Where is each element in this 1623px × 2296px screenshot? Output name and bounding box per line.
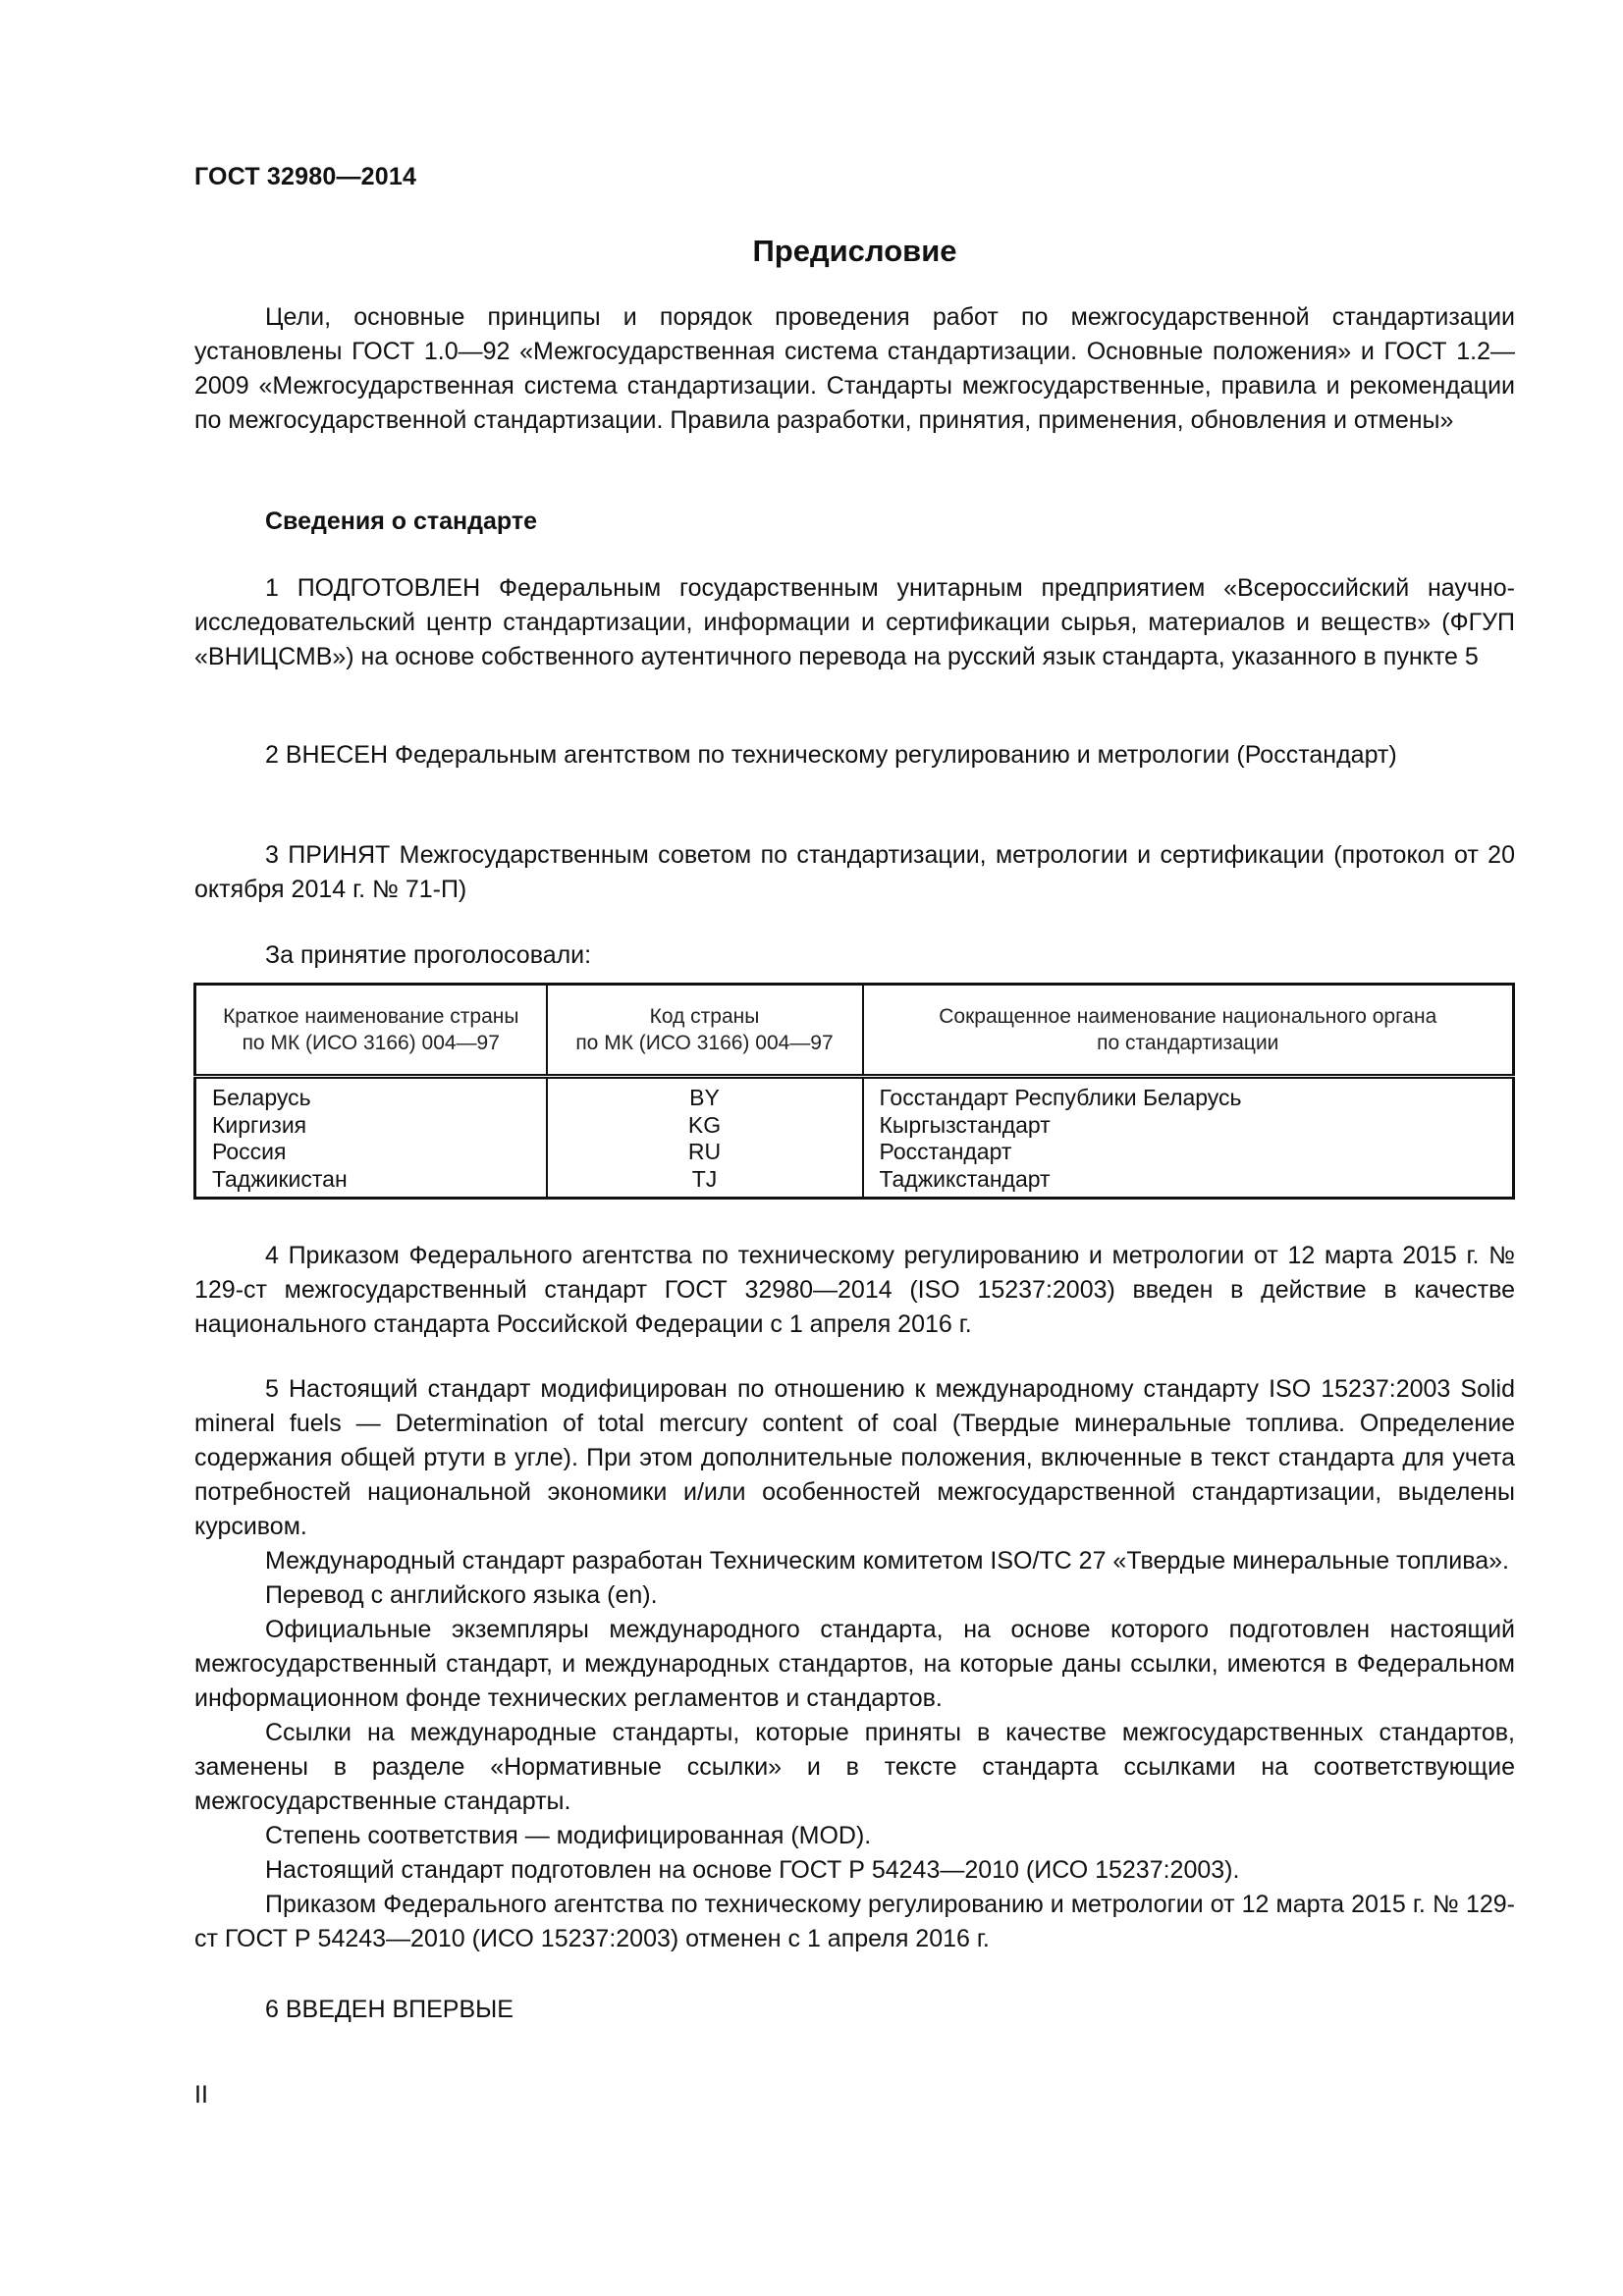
country-code: RU bbox=[687, 1139, 722, 1164]
item-5-translation: Перевод с английского языка (en). bbox=[265, 1581, 658, 1609]
header-line: по МК (ИСО 3166) 004—97 bbox=[575, 1032, 834, 1054]
item-3-text: 3 ПРИНЯТ Межгосударственным советом по стандартизации, метрологии и сертификации (протокол от 20 октября 2014 г. № 71-П) bbox=[194, 841, 1515, 903]
standards-body: Росстандарт bbox=[879, 1139, 1012, 1164]
standards-body: Таджикстандарт bbox=[879, 1165, 1051, 1192]
code-cell bbox=[547, 1077, 863, 1199]
header-line: Краткое наименование страны bbox=[223, 1005, 519, 1028]
country-code: BY bbox=[689, 1085, 720, 1110]
page-number: II bbox=[194, 2081, 208, 2109]
country-code: TJ bbox=[691, 1165, 718, 1192]
voted-label: За принятие проголосовали: bbox=[265, 941, 592, 969]
item-4 bbox=[194, 1239, 1515, 1342]
item-1-text: 1 ПОДГОТОВЛЕН Федеральным государственным унитарным предприятием «Всероссийский научно-исследовательский центр стандартизации, информации и сертификации сырья, материалов и веществ» (ФГУП «ВНИЦСМВ») на основе собственного аутентичного перевода на русский язык стандарта, указанного в пункте 5 bbox=[194, 574, 1515, 670]
standards-body: Кыргызстандарт bbox=[879, 1111, 1051, 1138]
country-code: KG bbox=[687, 1111, 722, 1138]
item-5-text: 5 Настоящий стандарт модифицирован по отношению к международному стандарту ISO 15237:2003 Solid mineral fuels — Determination of total mercury content of coal (Твердые минеральные топлива. Определение содержания общей ртути в угле). При этом дополнительные положения, включенные в текст стандарта для учета потребностей национальной экономики и/или особенностей межгосударственной стандартизации, выделены курсивом. bbox=[194, 1375, 1515, 1540]
item-2 bbox=[194, 738, 1515, 773]
country-cell bbox=[195, 1077, 547, 1199]
column-header-country bbox=[195, 985, 547, 1077]
section-heading: Сведения о стандарте bbox=[265, 507, 538, 535]
country-name: Киргизия bbox=[212, 1111, 307, 1138]
document-id: ГОСТ 32980—2014 bbox=[194, 163, 417, 190]
voted-label-block bbox=[194, 938, 1515, 973]
header-line: Сокращенное наименование национального органа bbox=[939, 1005, 1437, 1028]
intro-paragraph bbox=[194, 300, 1515, 438]
table-header-row bbox=[195, 985, 1514, 1077]
item-6-text: 6 ВВЕДЕН ВПЕРВЫЕ bbox=[265, 1996, 514, 2023]
column-header-code bbox=[547, 985, 863, 1077]
table-row bbox=[195, 1077, 1514, 1199]
item-5-cancel: Приказом Федерального агентства по техническому регулированию и метрологии от 12 марта 2015 г. № 129-ст ГОСТ Р 54243—2010 (ИСО 15237:2003) отменен с 1 апреля 2016 г. bbox=[194, 1891, 1515, 1952]
item-5-official: Официальные экземпляры международного стандарта, на основе которого подготовлен настоящий межгосударственный стандарт, и международных стандартов, на которые даны ссылки, имеются в Федеральном информационном фонде технических регламентов и стандартов. bbox=[194, 1616, 1515, 1712]
info-heading-block bbox=[194, 505, 1515, 539]
body-cell bbox=[863, 1077, 1514, 1199]
item-5 bbox=[194, 1372, 1515, 1956]
item-5-degree: Степень соответствия — модифицированная (MOD). bbox=[265, 1822, 872, 1849]
item-6 bbox=[194, 1993, 1515, 2027]
item-2-text: 2 ВНЕСЕН Федеральным агентством по техническому регулированию и метрологии (Росстандарт) bbox=[265, 741, 1397, 769]
standards-body: Госстандарт Республики Беларусь bbox=[879, 1085, 1242, 1110]
country-name: Беларусь bbox=[212, 1085, 311, 1110]
header-line: по стандартизации bbox=[1097, 1032, 1279, 1054]
item-5-tc: Международный стандарт разработан Техническим комитетом ISO/TC 27 «Твердые минеральные топлива». bbox=[265, 1547, 1509, 1575]
item-1 bbox=[194, 571, 1515, 674]
page-title: Предисловие bbox=[752, 234, 957, 268]
item-4-text: 4 Приказом Федерального агентства по техническому регулированию и метрологии от 12 марта 2015 г. № 129-ст межгосударственный стандарт ГОСТ 32980—2014 (ISO 15237:2003) введен в действие в качестве национального стандарта Российской Федерации с 1 апреля 2016 г. bbox=[194, 1242, 1515, 1338]
item-3 bbox=[194, 838, 1515, 907]
country-name: Таджикистан bbox=[212, 1165, 348, 1192]
header-line: по МК (ИСО 3166) 004—97 bbox=[242, 1032, 500, 1054]
header-line: Код страны bbox=[649, 1005, 760, 1028]
item-5-basis: Настоящий стандарт подготовлен на основе ГОСТ Р 54243—2010 (ИСО 15237:2003). bbox=[265, 1856, 1240, 1884]
item-5-refs: Ссылки на международные стандарты, которые приняты в качестве межгосударственных стандартов, заменены в разделе «Нормативные ссылки» и в тексте стандарта ссылками на соответствующие межгосударственные стандарты. bbox=[194, 1719, 1515, 1815]
country-name: Россия bbox=[212, 1139, 287, 1164]
voting-table bbox=[193, 983, 1515, 1200]
column-header-body bbox=[863, 985, 1514, 1077]
intro-text: Цели, основные принципы и порядок проведения работ по межгосударственной стандартизации установлены ГОСТ 1.0—92 «Межгосударственная система стандартизации. Основные положения» и ГОСТ 1.2—2009 «Межгосударственная система стандартизации. Стандарты межгосударственные, правила и рекомендации по межгосударственной стандартизации. Правила разработки, принятия, применения, обновления и отмены» bbox=[194, 303, 1515, 434]
